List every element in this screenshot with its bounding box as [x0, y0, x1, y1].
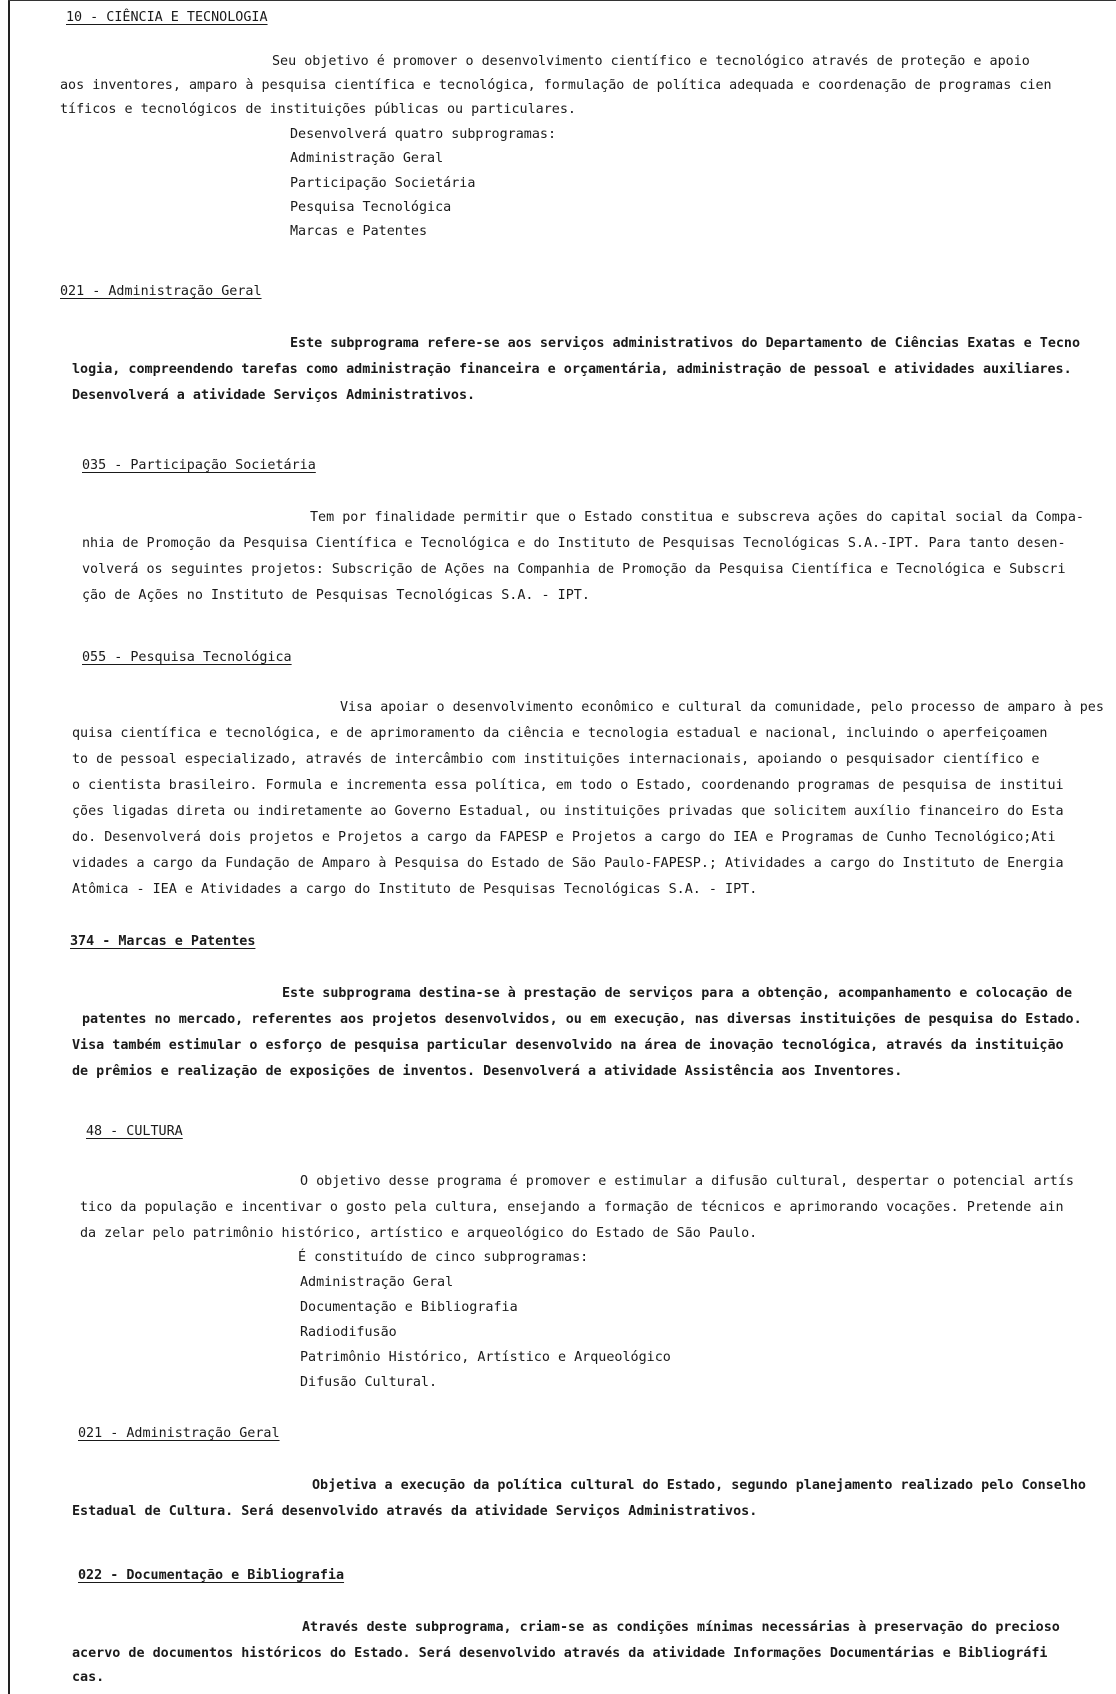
section-heading-pesquisa-tecnologica: 055 - Pesquisa Tecnológica	[82, 650, 292, 665]
page-top-border	[8, 0, 1116, 1]
list-item: Patrimônio Histórico, Artístico e Arqueológico	[300, 1350, 671, 1365]
paragraph-line: ções ligadas direta ou indiretamente ao Governo Estadual, ou instituições privadas que solicitem auxílio financeiro do Esta	[72, 804, 1064, 819]
list-intro: Desenvolverá quatro subprogramas:	[290, 127, 557, 142]
list-item: Pesquisa Tecnológica	[290, 200, 452, 215]
section-heading-ciencia-tecnologia: 10 - CIÊNCIA E TECNOLOGIA	[66, 10, 268, 25]
section-heading-marcas-patentes: 374 - Marcas e Patentes	[70, 934, 256, 949]
list-item: Radiodifusão	[300, 1325, 397, 1340]
paragraph-line: da zelar pelo patrimônio histórico, artístico e arqueológico do Estado de São Paulo.	[80, 1226, 758, 1241]
paragraph-line: vidades a cargo da Fundação de Amparo à Pesquisa do Estado de São Paulo-FAPESP.; Atividades a cargo do Instituto de Energia	[72, 856, 1064, 871]
paragraph-line: patentes no mercado, referentes aos projetos desenvolvidos, ou em execução, nas diversas instituições de pesquisa do Estado.	[82, 1012, 1082, 1027]
section-heading-participacao-societaria: 035 - Participação Societária	[82, 458, 316, 473]
paragraph-line: aos inventores, amparo à pesquisa científica e tecnológica, formulação de política adequada e coordenação de programas cien	[60, 78, 1052, 93]
page-left-border	[8, 0, 10, 1694]
paragraph-line: logia, compreendendo tarefas como administração financeira e orçamentária, administração de pessoal e atividades auxiliares.	[72, 362, 1072, 377]
paragraph-line: o cientista brasileiro. Formula e incrementa essa política, em todo o Estado, coordenando programas de pesquisa de institui	[72, 778, 1064, 793]
paragraph-line: Este subprograma destina-se à prestação de serviços para a obtenção, acompanhamento e colocação de	[282, 986, 1073, 1001]
paragraph-line: Objetiva a execução da política cultural do Estado, segundo planejamento realizado pelo Conselho	[312, 1478, 1086, 1493]
paragraph-line: volverá os seguintes projetos: Subscrição de Ações na Companhia de Promoção da Pesquisa Científica e Tecnológica e Subscri	[82, 562, 1066, 577]
list-item: Administração Geral	[290, 151, 444, 166]
paragraph-line: cas.	[72, 1670, 105, 1685]
paragraph-line: Desenvolverá a atividade Serviços Administrativos.	[72, 388, 476, 403]
paragraph-line: to de pessoal especializado, através de intercâmbio com instituições internacionais, apoiando o pesquisador científico e	[72, 752, 1040, 767]
paragraph-line: do. Desenvolverá dois projetos e Projetos a cargo da FAPESP e Projetos a cargo do IEA e Programas de Cunho Tecnológico;Ati	[72, 830, 1056, 845]
list-item: Difusão Cultural.	[300, 1375, 438, 1390]
paragraph-line: Através deste subprograma, criam-se as condições mínimas necessárias à preservação do precioso	[302, 1620, 1060, 1635]
paragraph-line: Estadual de Cultura. Será desenvolvido através da atividade Serviços Administrativos.	[72, 1504, 758, 1519]
paragraph-line: Seu objetivo é promover o desenvolvimento científico e tecnológico através de proteção e apoio	[272, 54, 1030, 69]
paragraph-line: Atômica - IEA e Atividades a cargo do Instituto de Pesquisas Tecnológicas S.A. - IPT.	[72, 882, 758, 897]
paragraph-line: Tem por finalidade permitir que o Estado constitua e subscreva ações do capital social da Compa-	[310, 510, 1084, 525]
list-item: Participação Societária	[290, 176, 476, 191]
paragraph-line: Visa também estimular o esforço de pesquisa particular desenvolvido na área de inovação tecnológica, através da instituição	[72, 1038, 1064, 1053]
paragraph-line: ção de Ações no Instituto de Pesquisas Tecnológicas S.A. - IPT.	[82, 588, 590, 603]
paragraph-line: quisa científica e tecnológica, e de aprimoramento da ciência e tecnologia estadual e nacional, incluindo o aperfeiçoamen	[72, 726, 1048, 741]
paragraph-line: nhia de Promoção da Pesquisa Científica e Tecnológica e do Instituto de Pesquisas Tecnológicas S.A.-IPT. Para tanto desen-	[82, 536, 1066, 551]
paragraph-line: Este subprograma refere-se aos serviços administrativos do Departamento de Ciências Exatas e Tecno	[290, 336, 1081, 351]
section-heading-cultura: 48 - CULTURA	[86, 1124, 183, 1139]
list-item: Documentação e Bibliografia	[300, 1300, 518, 1315]
list-intro: É constituído de cinco subprogramas:	[298, 1250, 589, 1265]
paragraph-line: tico da população e incentivar o gosto pela cultura, ensejando a formação de técnicos e aprimorando vocações. Pretende ain	[80, 1200, 1064, 1215]
paragraph-line: tíficos e tecnológicos de instituições públicas ou particulares.	[60, 102, 576, 117]
list-item: Administração Geral	[300, 1275, 454, 1290]
section-heading-administracao-geral: 021 - Administração Geral	[60, 284, 262, 299]
section-heading-administracao-geral-cultura: 021 - Administração Geral	[78, 1426, 280, 1441]
list-item: Marcas e Patentes	[290, 224, 428, 239]
paragraph-line: de prêmios e realização de exposições de inventos. Desenvolverá a atividade Assistência aos Inventores.	[72, 1064, 903, 1079]
paragraph-line: O objetivo desse programa é promover e estimular a difusão cultural, despertar o potencial artís	[300, 1174, 1074, 1189]
paragraph-line: Visa apoiar o desenvolvimento econômico e cultural da comunidade, pelo processo de amparo à pes	[340, 700, 1104, 715]
section-heading-documentacao-bibliografia: 022 - Documentação e Bibliografia	[78, 1568, 345, 1583]
paragraph-line: acervo de documentos históricos do Estado. Será desenvolvido através da atividade Informações Documentárias e Bibliográfi	[72, 1646, 1048, 1661]
